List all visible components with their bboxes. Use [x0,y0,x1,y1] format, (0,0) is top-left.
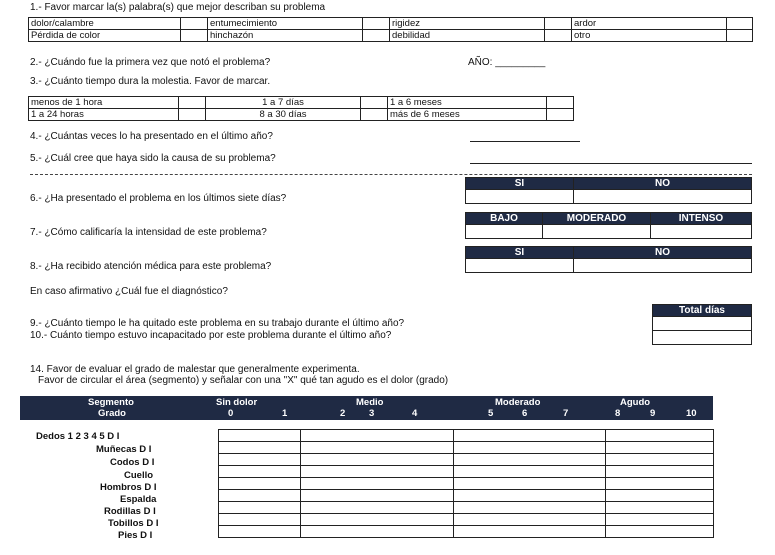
grid-cell[interactable] [606,478,714,490]
pain-scale-header [20,396,713,420]
grade-number: 0 [228,408,234,419]
intense-header: INTENSO [651,213,752,225]
table-row [219,490,714,502]
grid-cell[interactable] [301,514,454,526]
option-label: 1 a 24 horas [29,109,179,121]
grid-cell[interactable] [454,502,606,514]
grid-cell[interactable] [219,430,301,442]
grade-number: 1 [282,408,288,419]
checkbox-cell[interactable] [361,109,388,121]
grid-cell[interactable] [454,442,606,454]
grade-number: 7 [563,408,569,419]
grid-cell[interactable] [606,454,714,466]
table-row [219,526,714,538]
segment-espalda[interactable]: Espalda [120,494,157,505]
grid-cell[interactable] [606,514,714,526]
grid-cell[interactable] [606,430,714,442]
q10-total-cell[interactable] [653,331,752,345]
grid-cell[interactable] [454,526,606,538]
segment-munecas[interactable]: Muñecas D I [96,444,152,455]
yes-header: SI [466,178,574,190]
grid-cell[interactable] [454,490,606,502]
q8-text: 8.- ¿Ha recibido atención médica para este problema? [30,261,272,272]
table-row [219,430,714,442]
q4-text: 4.- ¿Cuántas veces lo ha presentado en el último año? [30,131,273,142]
option-label: rigidez [390,18,545,30]
q2-text: 2.- ¿Cuándo fue la primera vez que notó el problema? [30,57,271,68]
grade-number: 3 [369,408,375,419]
q3-text: 3.- ¿Cuánto tiempo dura la molestia. Favor de marcar. [30,76,271,87]
level-agudo: Agudo [620,397,651,408]
grid-cell[interactable] [454,454,606,466]
segment-codos[interactable]: Codos D I [110,457,155,468]
grid-cell[interactable] [301,442,454,454]
q14-line1: 14. Favor de evaluar el grado de malestar que generalmente experimenta. [30,364,360,375]
q14-line2: Favor de circular el área (segmento) y señalar con una "X" qué tan agudo es el dolor (grado) [38,375,449,386]
grid-cell[interactable] [219,514,301,526]
no-header: NO [574,178,752,190]
q5-answer-line-2[interactable] [30,174,752,175]
checkbox-cell[interactable] [179,109,206,121]
year-field[interactable]: AÑO: _________ [468,57,546,68]
grid-cell[interactable] [454,430,606,442]
grid-cell[interactable] [301,526,454,538]
grade-number: 9 [650,408,656,419]
grade-number: 6 [522,408,528,419]
grid-cell[interactable] [301,478,454,490]
checkbox-cell[interactable] [363,18,390,30]
grid-cell[interactable] [606,526,714,538]
grid-cell[interactable] [454,478,606,490]
q10-text: 10.- Cuánto tiempo estuvo incapacitado por este problema durante el último año? [30,330,392,341]
table-row [219,502,714,514]
grid-cell[interactable] [301,466,454,478]
grid-cell[interactable] [301,490,454,502]
grid-cell[interactable] [219,502,301,514]
grade-number: 2 [340,408,346,419]
q3-options-table [28,96,574,121]
grid-cell[interactable] [454,514,606,526]
grade-number: 10 [686,408,697,419]
segment-hombros[interactable]: Hombros D I [100,482,157,493]
grid-cell[interactable] [301,454,454,466]
checkbox-cell[interactable] [727,18,753,30]
grade-number: 4 [412,408,418,419]
option-label: hinchazón [208,30,363,42]
checkbox-cell[interactable] [181,30,208,42]
grid-cell[interactable] [301,430,454,442]
option-label: dolor/calambre [29,18,181,30]
grid-cell[interactable] [219,454,301,466]
yes-cell[interactable] [466,190,574,204]
checkbox-cell[interactable] [545,30,572,42]
grade-number: 8 [615,408,621,419]
grid-cell[interactable] [606,490,714,502]
yes-header: SI [466,247,574,259]
segment-label: Segmento [88,397,134,408]
option-label: Pérdida de color [29,30,181,42]
option-label: más de 6 meses [388,109,547,121]
low-cell[interactable] [466,225,543,239]
table-row [219,454,714,466]
table-row [219,466,714,478]
checkbox-cell[interactable] [363,30,390,42]
option-label: otro [572,30,727,42]
q1-options-table [28,17,753,42]
grid-cell[interactable] [219,490,301,502]
level-medio: Medio [356,397,384,408]
checkbox-cell[interactable] [727,30,753,42]
no-cell[interactable] [574,190,752,204]
q6-table [465,177,752,204]
grid-cell[interactable] [219,478,301,490]
segment-rodillas[interactable]: Rodillas D I [104,506,156,517]
q7-text: 7.- ¿Cómo calificaría la intensidad de este problema? [30,227,267,238]
checkbox-cell[interactable] [547,109,574,121]
option-label: menos de 1 hora [29,97,179,109]
grid-cell[interactable] [454,466,606,478]
table-row [219,442,714,454]
segment-dedos[interactable]: Dedos 1 2 3 4 5 D I [36,431,120,442]
level-moderado: Moderado [495,397,541,408]
option-label: ardor [572,18,727,30]
moderate-cell[interactable] [543,225,651,239]
pain-grid [218,429,714,538]
q5-text: 5.- ¿Cuál cree que haya sido la causa de su problema? [30,153,276,164]
option-label: entumecimiento [208,18,363,30]
option-label: 1 a 6 meses [388,97,547,109]
grid-cell[interactable] [301,502,454,514]
q5-answer-line[interactable] [470,163,752,164]
q4-answer-line[interactable] [470,141,580,142]
grade-label: Grado [98,408,126,419]
segment-cuello[interactable]: Cuello [124,470,154,481]
checkbox-cell[interactable] [181,18,208,30]
moderate-header: MODERADO [543,213,651,225]
total-days-table [652,304,752,345]
checkbox-cell[interactable] [361,97,388,109]
checkbox-cell[interactable] [545,18,572,30]
checkbox-cell[interactable] [179,97,206,109]
low-header: BAJO [466,213,543,225]
q9-text: 9.- ¿Cuánto tiempo le ha quitado este problema en su trabajo durante el último año? [30,318,405,329]
segment-pies[interactable]: Pies D I [118,530,153,541]
yes-cell[interactable] [466,259,574,273]
table-row [219,478,714,490]
q9-total-cell[interactable] [653,317,752,331]
grid-cell[interactable] [219,442,301,454]
total-days-header: Total días [653,305,752,317]
q8-table [465,246,752,273]
grid-cell[interactable] [606,502,714,514]
no-cell[interactable] [574,259,752,273]
q1-text: 1.- Favor marcar la(s) palabra(s) que mejor describan su problema [30,2,326,13]
table-row [219,514,714,526]
segment-tobillos[interactable]: Tobillos D I [108,518,159,529]
grade-number: 5 [488,408,494,419]
grid-cell[interactable] [606,466,714,478]
grid-cell[interactable] [219,526,301,538]
level-sin-dolor: Sin dolor [216,397,258,408]
intense-cell[interactable] [651,225,752,239]
option-label: 8 a 30 días [206,109,361,121]
option-label: 1 a 7 días [206,97,361,109]
option-label: debilidad [390,30,545,42]
diagnosis-text: En caso afirmativo ¿Cuál fue el diagnóstico? [30,286,228,297]
grid-cell[interactable] [606,442,714,454]
q7-table [465,212,752,239]
q6-text: 6.- ¿Ha presentado el problema en los últimos siete días? [30,193,287,204]
no-header: NO [574,247,752,259]
checkbox-cell[interactable] [547,97,574,109]
grid-cell[interactable] [219,466,301,478]
